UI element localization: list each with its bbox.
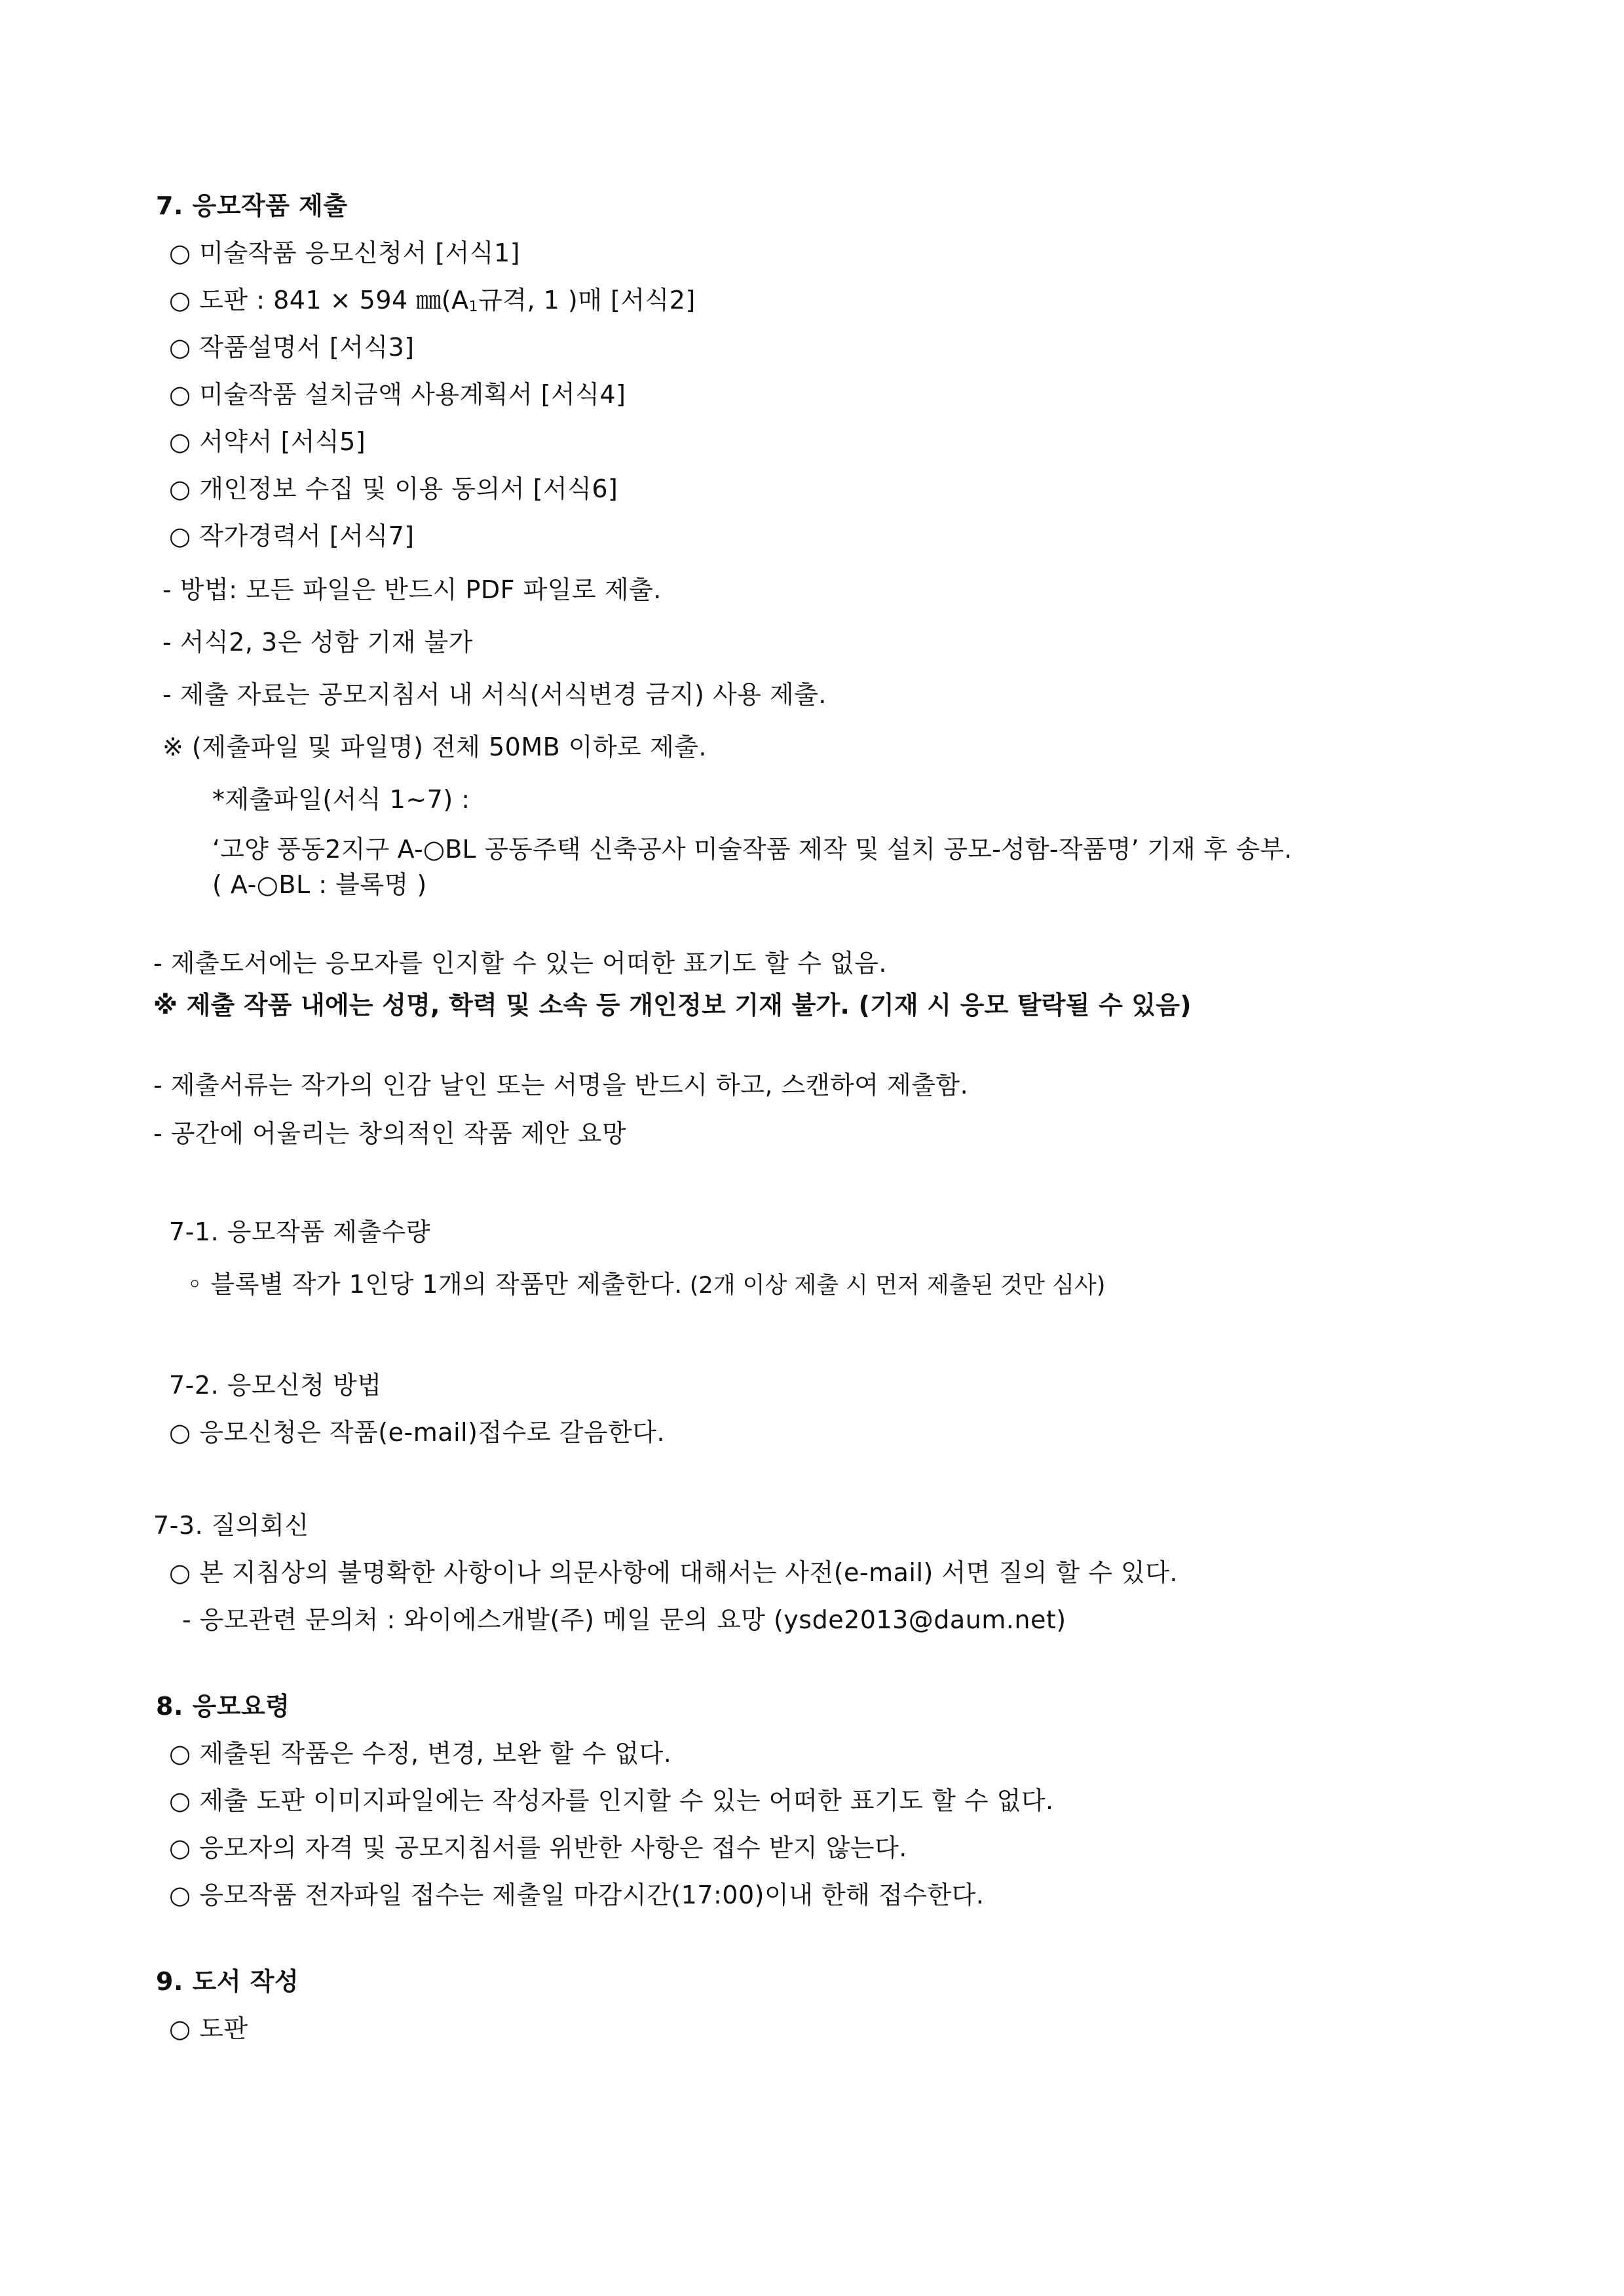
rule-item-1: ○ 제출된 작품은 수정, 변경, 보완 할 수 없다.	[169, 1739, 672, 1768]
privacy-warning: ※ 제출 작품 내에는 성명, 학력 및 소속 등 개인정보 기재 불가. (기재 시 응모 탈락될 수 있음)	[153, 991, 1192, 1020]
file-label: *제출파일(서식 1~7) :	[212, 785, 470, 814]
section-8-heading: 8. 응모요령	[156, 1692, 290, 1721]
form1-item: ○ 미술작품 응모신청서 [서식1]	[169, 239, 521, 267]
form7-item: ○ 작가경력서 [서식7]	[169, 522, 415, 550]
doban-item: ○ 도판 : 841 × 594 $㎜(A_1$규격, 1 )매 [서식2]	[169, 286, 696, 315]
form4-item: ○ 미술작품 설치금액 사용계획서 [서식4]	[169, 380, 626, 409]
doban-drawing-item: ○ 도판	[169, 2014, 248, 2043]
note-name-prohibited: - 서식2, 3은 성함 기재 불가	[162, 628, 473, 657]
rule-item-3: ○ 응모자의 자격 및 공모지침서를 위반한 사항은 접수 받지 않는다.	[169, 1833, 907, 1862]
no-mark-note: - 제출도서에는 응모자를 인지할 수 있는 어떠한 표기도 할 수 없음.	[153, 949, 887, 978]
application-method-item: ○ 응모신청은 작품(e-mail)접수로 갈음한다.	[169, 1418, 666, 1447]
creative-note: - 공간에 어울리는 창의적인 작품 제안 요망	[153, 1119, 627, 1148]
inquiry-item: ○ 본 지침상의 불명확한 사항이나 의문사항에 대해서는 사전(e-mail) 서면 질의 할 수 있다.	[169, 1558, 1179, 1587]
section-9-heading: 9. 도서 작성	[156, 1967, 299, 1996]
rule-item-4: ○ 응모작품 전자파일 접수는 제출일 마감시간(17:00)이내 한해 접수한다.	[169, 1881, 985, 1909]
note-form-usage: - 제출 자료는 공모지침서 내 서식(서식변경 금지) 사용 제출.	[162, 680, 827, 709]
form5-item: ○ 서약서 [서식5]	[169, 427, 366, 456]
file-name-format: ‘고양 풍동2지구 A-○BL 공동주택 신축공사 미술작품 제작 및 설치 공모-성함-작품명’ 기재 후 송부.	[212, 835, 1293, 864]
form6-item: ○ 개인정보 수집 및 이용 동의서 [서식6]	[169, 474, 618, 503]
section-7-1-heading: 7-1. 응모작품 제출수량	[169, 1217, 430, 1246]
rule-item-2: ○ 제출 도판 이미지파일에는 작성자를 인지할 수 있는 어떠한 표기도 할 수 없다.	[169, 1786, 1054, 1815]
form3-item: ○ 작품설명서 [서식3]	[169, 333, 415, 362]
note-file-size: ※ (제출파일 및 파일명) 전체 50MB 이하로 제출.	[162, 733, 707, 761]
seal-note: - 제출서류는 작가의 인감 날인 또는 서명을 반드시 하고, 스캔하여 제출함.	[153, 1071, 969, 1100]
section-7-heading: 7. 응모작품 제출	[156, 191, 348, 220]
contact-item: - 응모관련 문의처 : 와이에스개발(주) 메일 문의 요망 (ysde2013@daum.net)	[182, 1605, 1067, 1634]
quantity-item: ◦ 블록별 작가 1인당 1개의 작품만 제출한다. (2개 이상 제출 시 먼저 제출된 것만 심사)	[187, 1270, 1106, 1299]
section-7-3-heading: 7-3. 질의회신	[153, 1511, 309, 1540]
note-method: - 방법: 모든 파일은 반드시 PDF 파일로 제출.	[162, 575, 662, 604]
section-7-2-heading: 7-2. 응모신청 방법	[169, 1371, 382, 1400]
file-block-note: ( A-○BL : 블록명 )	[212, 870, 427, 899]
